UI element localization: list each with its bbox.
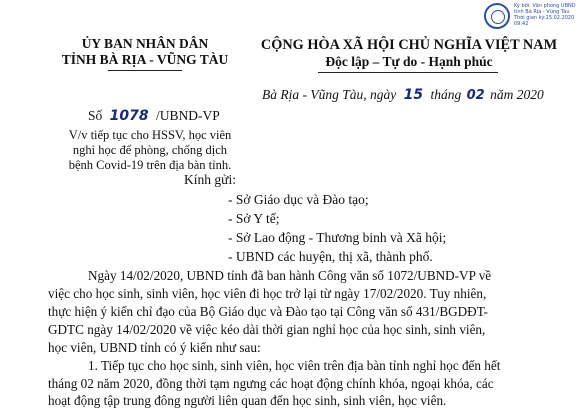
body-line: hoạt động tập trung đông người liên quan đến học sinh, sinh viên, học viên.	[48, 393, 447, 408]
recipient-item: - Sở Lao động - Thương binh và Xã hội;	[228, 230, 447, 245]
nation-motto: Độc lập – Tự do - Hạnh phúc	[325, 54, 493, 69]
number-handwritten: 1078	[109, 108, 149, 124]
digital-signature-info	[514, 3, 576, 27]
recipient-item: - Sở Giáo dục và Đào tạo;	[228, 192, 369, 207]
date-month: 02	[466, 88, 485, 103]
issue-date	[262, 87, 544, 103]
body-line: Ngày 14/02/2020, UBND tỉnh đã ban hành Công văn số 1072/UBND-VP về	[88, 268, 492, 283]
number-suffix: /UBND-VP	[155, 108, 220, 123]
subject-line: V/v tiếp tục cho HSSV, học viên	[68, 128, 232, 142]
date-day: 15	[403, 87, 424, 103]
issuer-org-line1: ỦY BAN NHÂN DÂN	[81, 36, 209, 51]
date-year: năm 2020	[490, 87, 544, 102]
subject-line: nghỉ học để phòng, chống dịch	[72, 143, 228, 157]
body-line: việc cho học sinh, sinh viên, học viên đi học trở lại từ ngày 17/02/2020. Tuy nhiên,	[48, 286, 487, 301]
number-prefix: Số	[88, 108, 103, 123]
nation-title: CỘNG HÒA XÃ HỘI CHỦ NGHĨA VIỆT NAM	[260, 37, 558, 53]
document-subject	[50, 128, 250, 173]
recipients-label: Kính gửi:	[184, 172, 236, 187]
body-line: tháng 02 năm 2020, đồng thời tạm ngưng các hoạt động chính khóa, ngoại khóa, các	[48, 376, 494, 391]
signature-line: Thời gian ký:15.02.2020	[514, 15, 575, 21]
digital-signature-seal-icon	[484, 3, 510, 29]
document-number	[88, 108, 220, 124]
recipients-list	[228, 190, 446, 266]
body-line: thực hiện ý kiến chỉ đạo của Bộ Giáo dục và Đào tạo tại Công văn số 431/BGDĐT-	[48, 304, 488, 319]
date-prefix: Bà Rịa - Vũng Tàu, ngày	[262, 87, 397, 102]
subject-line: bệnh Covid-19 trên địa bàn tỉnh.	[68, 158, 232, 172]
motto-underline	[318, 72, 498, 73]
body-line: GDTC ngày 14/02/2020 về việc kéo dài thời gian nghỉ học của học sinh, sinh viên,	[48, 322, 486, 337]
body-line: 1. Tiếp tục cho học sinh, sinh viên, học viên trên địa bàn tỉnh nghỉ học đến hết	[88, 358, 501, 373]
date-month-label: tháng	[430, 87, 462, 102]
issuer-org-line2: TỈNH BÀ RỊA - VŨNG TÀU	[61, 52, 229, 67]
signature-line: tỉnh Bà Rịa - Vũng Tàu	[514, 9, 570, 15]
recipient-item: - Sở Y tế;	[228, 211, 280, 226]
signature-line: Ký bởi: Văn phòng UBND	[514, 3, 576, 9]
signature-line: 09:42	[514, 21, 529, 27]
issuer-underline	[108, 70, 182, 71]
recipient-item: - UBND các huyện, thị xã, thành phố.	[228, 249, 433, 264]
body-line: học viên, UBND tỉnh có ý kiến như sau:	[48, 340, 261, 355]
